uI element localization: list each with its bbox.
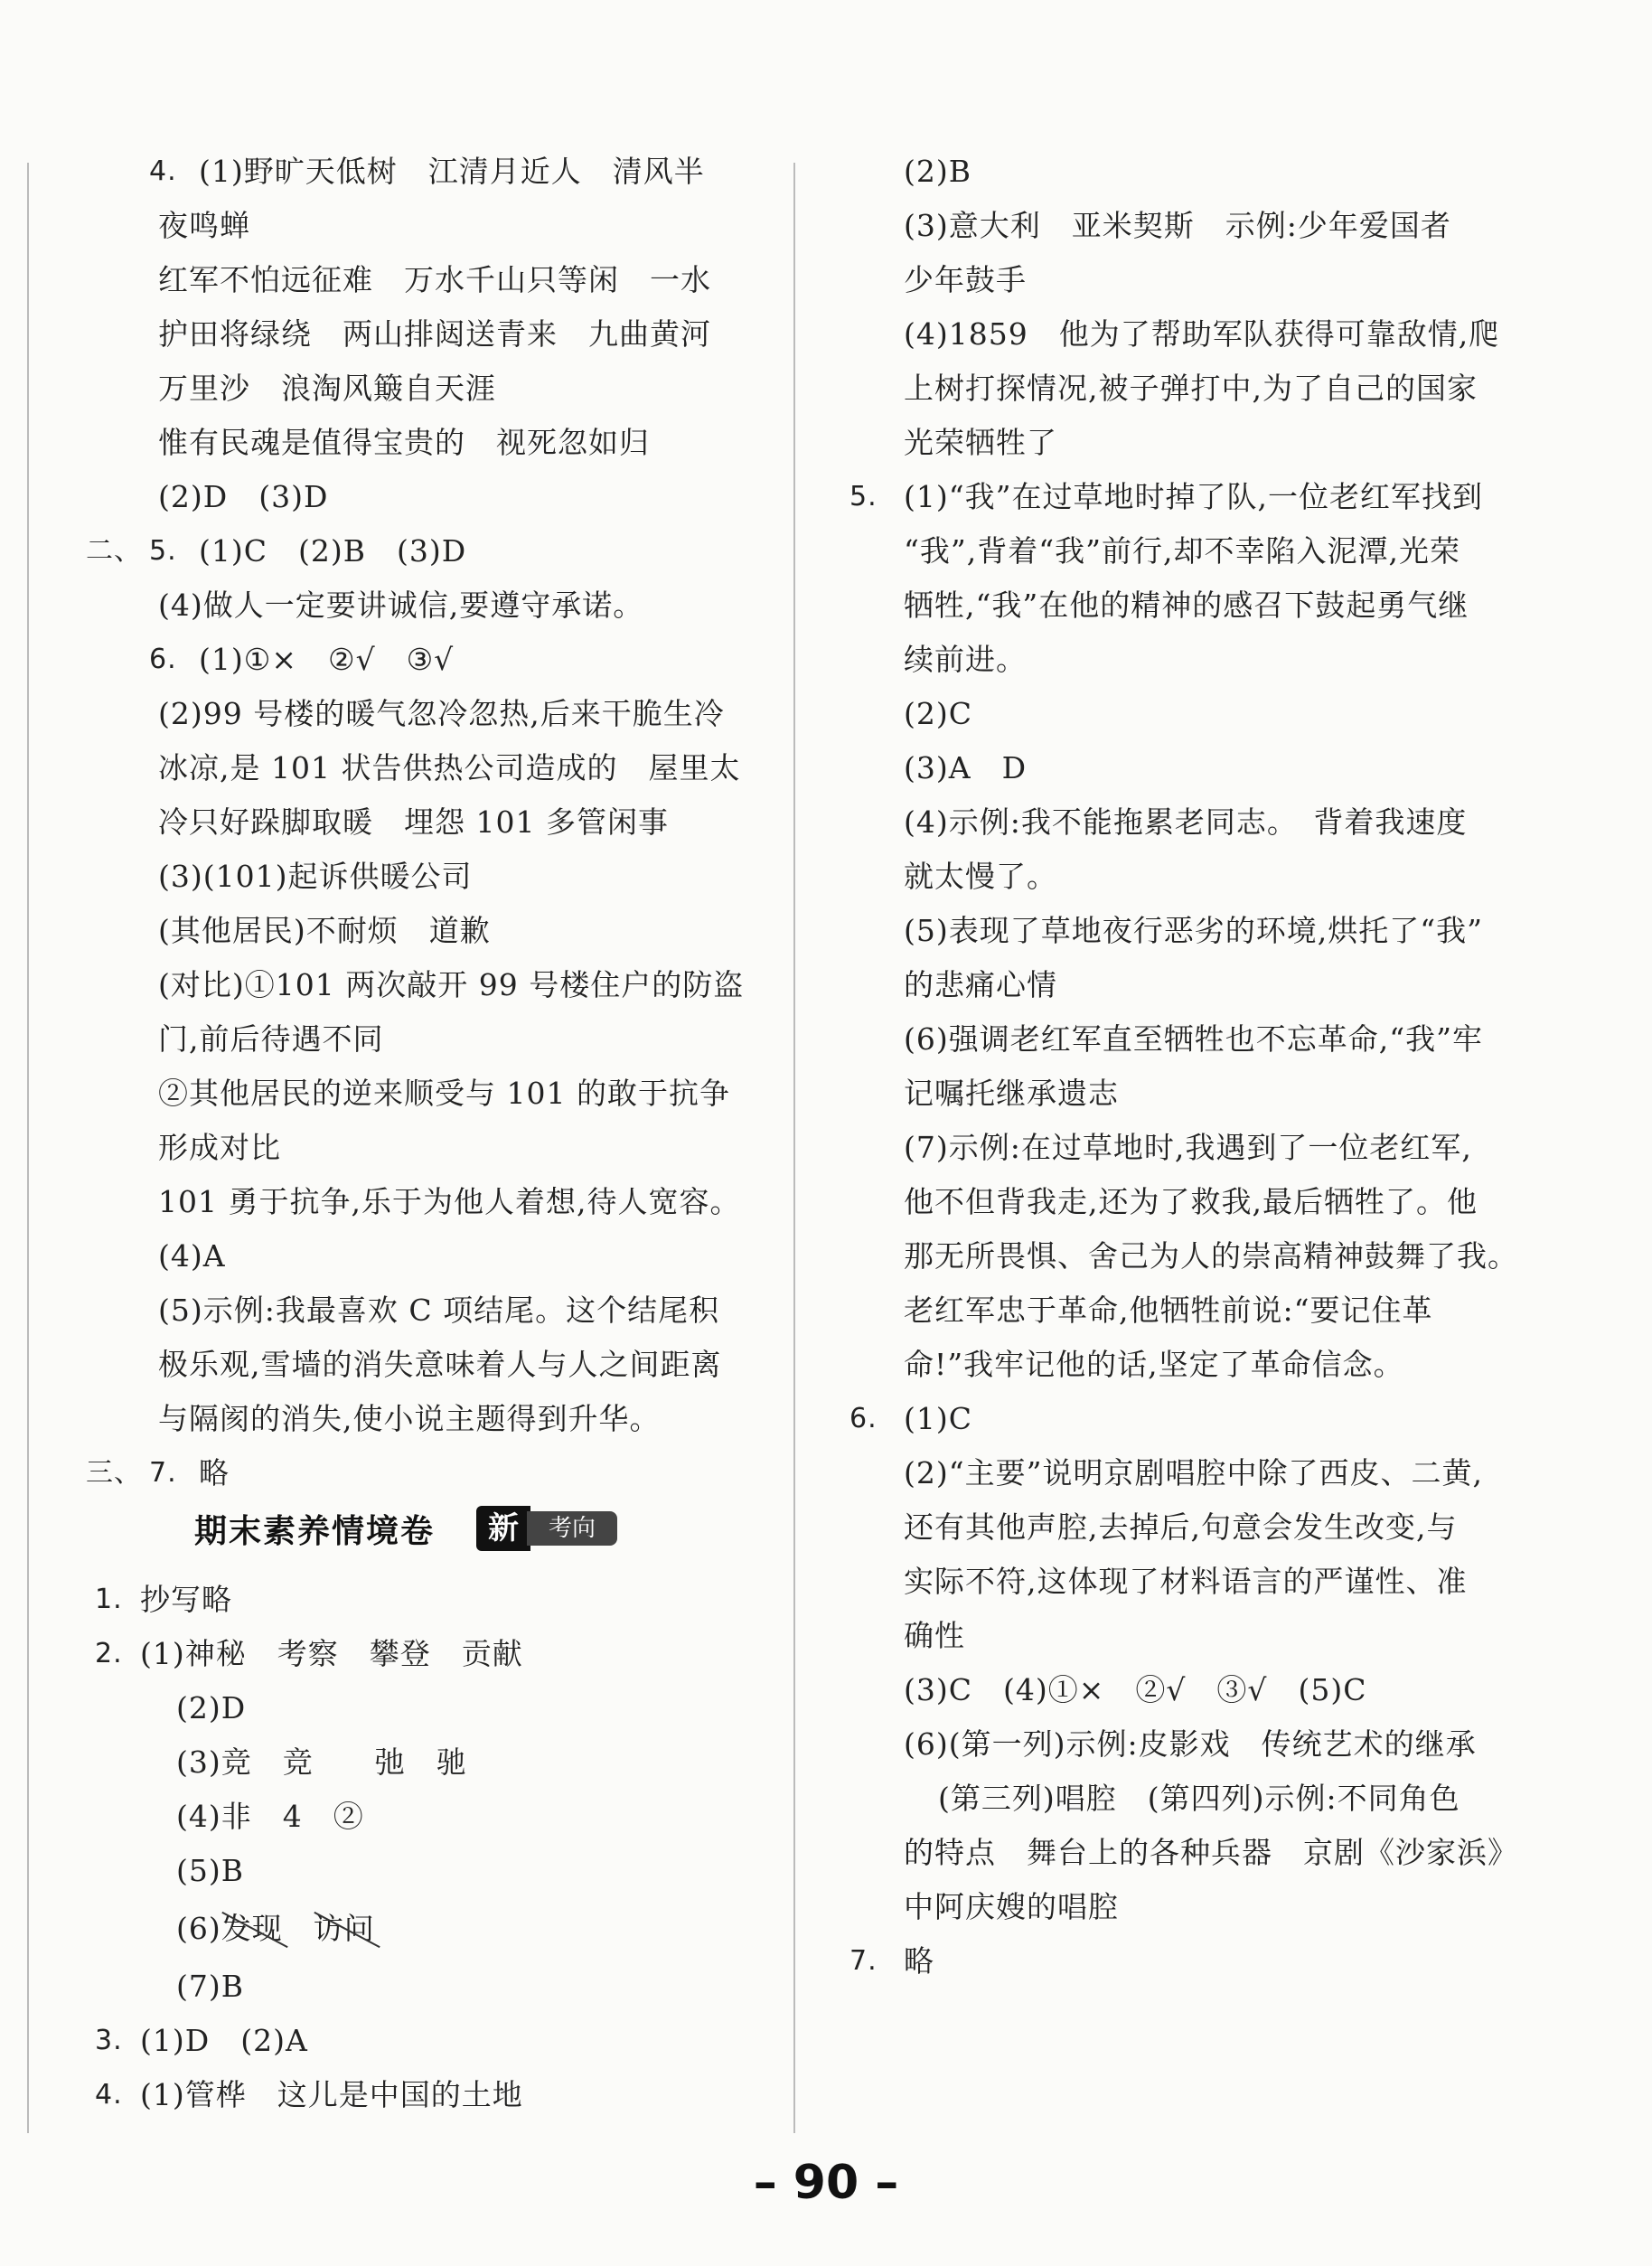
answer-text <box>176 1898 375 1960</box>
answer-text: (1)管桦 这儿是中国的土地 <box>140 2077 523 2112</box>
answer-line <box>86 1960 773 2014</box>
answer-line <box>86 687 773 741</box>
answer-line <box>86 1844 773 1898</box>
answer-line <box>86 850 773 904</box>
answer-line <box>86 1735 773 1790</box>
answer-line <box>849 1555 1509 1609</box>
answer-text: 万里沙 浪淘风簸自天涯 <box>158 371 496 406</box>
question-number: 2. <box>95 1638 123 1669</box>
answer-text: (2)99 号楼的暖气忽冷忽热,后来干脆生冷 <box>158 696 725 731</box>
question-number: 7. <box>149 1457 177 1489</box>
answer-line <box>849 362 1509 416</box>
answer-line <box>849 958 1509 1012</box>
answer-line <box>849 1609 1509 1663</box>
answer-line <box>849 741 1509 795</box>
answer-line <box>849 904 1509 958</box>
answer-text: 的特点 舞台上的各种兵器 京剧《沙家浜》 <box>904 1835 1518 1870</box>
answer-text: 的悲痛心情 <box>904 967 1057 1002</box>
answer-line <box>849 1500 1509 1555</box>
answer-text: 牺牲,“我”在他的精神的感召下鼓起勇气继 <box>904 588 1469 623</box>
answer-line <box>849 633 1509 687</box>
answer-line <box>86 1121 773 1175</box>
left-column <box>86 145 773 2122</box>
section-marker: 三、 <box>86 1457 142 1489</box>
answer-label: (6) <box>176 1911 221 1946</box>
answer-text: (对比)①101 两次敲开 99 号楼住户的防盗 <box>158 967 745 1002</box>
answer-line <box>86 2014 773 2068</box>
answer-text: 冷只好跺脚取暖 埋怨 101 多管闲事 <box>158 804 669 840</box>
answer-text: (3)意大利 亚米契斯 示例:少年爱国者 <box>904 208 1451 243</box>
answer-line <box>849 1826 1518 1880</box>
answer-text: (3)竞 竞 弛 驰 <box>176 1744 467 1780</box>
question-number: 5. <box>849 481 878 512</box>
answer-text: 还有其他声腔,去掉后,句意会发生改变,与 <box>904 1509 1458 1545</box>
answer-text: (4)示例:我不能拖累老同志。 背着我速度 <box>904 804 1468 840</box>
answer-text: (3)C (4)①× ②√ ③√ (5)C <box>904 1672 1367 1707</box>
answer-line <box>86 958 773 1012</box>
answer-text: (5)表现了草地夜行恶劣的环境,烘托了“我” <box>904 913 1483 948</box>
answer-text: (2)B <box>904 154 971 189</box>
answer-line <box>849 1717 1509 1772</box>
answer-text: (1)“我”在过草地时掉了队,一位老红军找到 <box>904 479 1483 514</box>
answer-line <box>849 1446 1509 1500</box>
section-title: 期末素养情境卷 <box>194 1513 436 1550</box>
answer-line <box>849 470 1509 524</box>
answer-line <box>86 307 773 362</box>
answer-text: “我”,背着“我”前行,却不幸陷入泥潭,光荣 <box>904 533 1460 569</box>
answer-text: 老红军忠于革命,他牺牲前说:“要记住革 <box>904 1293 1433 1328</box>
answer-text: 记嘱托继承遗志 <box>904 1076 1119 1111</box>
answer-line <box>849 1663 1509 1717</box>
answer-text: 冰凉,是 101 状告供热公司造成的 屋里太 <box>158 750 741 785</box>
answer-text: (5)示例:我最喜欢 C 项结尾。这个结尾积 <box>158 1293 720 1328</box>
question-number: 6. <box>849 1403 878 1434</box>
answer-line <box>86 145 773 199</box>
answer-text: (4)非 4 ② <box>176 1799 364 1834</box>
answer-text: (1)野旷天低树 江清月近人 清风半 <box>199 154 705 189</box>
answer-line <box>86 1627 773 1681</box>
answer-line <box>849 1283 1509 1338</box>
answer-text: 上树打探情况,被子弹打中,为了自己的国家 <box>904 371 1478 406</box>
answer-text: 形成对比 <box>158 1130 281 1165</box>
page-number: – 90 – <box>753 2156 899 2210</box>
answer-line <box>849 1012 1509 1067</box>
answer-text: 实际不符,这体现了材料语言的严谨性、准 <box>904 1564 1468 1599</box>
answer-line <box>849 145 1509 199</box>
answer-text: (1)C (2)B (3)D <box>199 533 467 569</box>
answer-line <box>849 850 1509 904</box>
answer-text: 续前进。 <box>904 642 1027 677</box>
answer-line <box>849 1880 1509 1934</box>
section-marker: 二、 <box>86 535 142 567</box>
answer-line <box>86 1338 773 1392</box>
answer-line <box>86 253 773 307</box>
answer-text: (7)示例:在过草地时,我遇到了一位老红军, <box>904 1130 1472 1165</box>
answer-line <box>86 1446 773 1500</box>
answer-line <box>849 578 1509 633</box>
answer-line <box>86 199 773 253</box>
answer-line <box>849 1338 1509 1392</box>
answer-text: 光荣牺牲了 <box>904 425 1057 460</box>
answer-text: 101 勇于抗争,乐于为他人着想,待人宽容。 <box>158 1184 741 1219</box>
answer-line <box>86 470 773 524</box>
answer-text: 略 <box>199 1455 230 1490</box>
answer-line <box>86 362 773 416</box>
question-number: 4. <box>149 155 177 187</box>
answer-text: (2)“主要”说明京剧唱腔中除了西皮、二黄, <box>904 1455 1483 1490</box>
answer-line <box>86 416 773 470</box>
answer-text: 就太慢了。 <box>904 859 1057 894</box>
answer-text: 门,前后待遇不同 <box>158 1021 384 1057</box>
answer-line <box>849 795 1509 850</box>
answer-line <box>849 1067 1509 1121</box>
answer-text: (3)(101)起诉供暖公司 <box>158 859 473 894</box>
answer-line <box>849 416 1509 470</box>
answer-line <box>849 199 1509 253</box>
question-number: 1. <box>95 1584 123 1615</box>
answer-text: (1)C <box>904 1401 972 1436</box>
question-number: 4. <box>95 2079 123 2111</box>
left-margin-rule <box>27 163 29 2133</box>
answer-text: (1)神秘 考察 攀登 贡献 <box>140 1636 523 1671</box>
answer-line <box>849 1392 1509 1446</box>
answer-line <box>86 1175 773 1229</box>
answer-line <box>86 1283 773 1338</box>
answer-text: (1)D (2)A <box>140 2023 308 2058</box>
answer-text: 极乐观,雪墙的消失意味着人与人之间距离 <box>158 1347 722 1382</box>
answer-line <box>849 253 1509 307</box>
answer-line <box>86 1681 773 1735</box>
question-number: 7. <box>849 1945 878 1977</box>
answer-text: 护田将绿绕 两山排闼送青来 九曲黄河 <box>158 316 711 352</box>
answer-line <box>86 795 773 850</box>
answer-text: 略 <box>904 1943 934 1979</box>
answer-line <box>86 1392 773 1446</box>
answer-text: 少年鼓手 <box>904 262 1027 297</box>
section-heading <box>86 1500 773 1573</box>
answer-line <box>86 578 773 633</box>
answer-line <box>86 633 773 687</box>
struck-word: 访问 <box>314 1898 375 1960</box>
answer-text: (其他居民)不耐烦 道歉 <box>158 913 491 948</box>
answer-text: (2)C <box>904 696 972 731</box>
answer-text: (7)B <box>176 1969 244 2004</box>
answer-line <box>86 904 773 958</box>
answer-line <box>849 1175 1509 1229</box>
answer-line <box>86 1229 773 1283</box>
new-badge-mark: 新 <box>476 1506 530 1551</box>
answer-text: 他不但背我走,还为了救我,最后牺牲了。他 <box>904 1184 1478 1219</box>
answer-text: (5)B <box>176 1853 244 1888</box>
answer-line <box>86 1573 773 1627</box>
answer-text: 中阿庆嫂的唱腔 <box>904 1889 1119 1924</box>
answer-text: (3)A D <box>904 750 1028 785</box>
answer-text: (2)D <box>176 1690 247 1725</box>
question-number: 6. <box>149 644 177 675</box>
answer-text: ②其他居民的逆来顺受与 101 的敢于抗争 <box>158 1076 730 1111</box>
right-column <box>849 145 1518 1989</box>
answer-text: (4)1859 他为了帮助军队获得可靠敌情,爬 <box>904 316 1500 352</box>
answer-text: (1)①× ②√ ③√ <box>199 642 455 677</box>
answer-line <box>86 1012 773 1067</box>
answer-line <box>849 307 1509 362</box>
question-number: 3. <box>95 2025 123 2056</box>
answer-line <box>86 741 773 795</box>
answer-text: 红军不怕远征难 万水千山只等闲 一水 <box>158 262 711 297</box>
answer-text: 命!”我牢记他的话,坚定了革命信念。 <box>904 1347 1404 1382</box>
answer-text: 确性 <box>904 1618 965 1653</box>
answer-text: (2)D (3)D <box>158 479 329 514</box>
question-number: 5. <box>149 535 177 567</box>
answer-text: 惟有民魂是值得宝贵的 视死忽如归 <box>158 425 650 460</box>
answer-line <box>849 1934 1509 1989</box>
answer-line <box>849 687 1509 741</box>
answer-line <box>849 1229 1518 1283</box>
answer-text: 那无所畏惧、舍己为人的崇高精神鼓舞了我。 <box>904 1238 1518 1274</box>
answer-text: 夜鸣蝉 <box>158 208 250 243</box>
answer-line <box>86 524 773 578</box>
answer-line <box>849 1121 1509 1175</box>
badge-label: 考向 <box>527 1511 617 1546</box>
answer-line <box>86 1067 773 1121</box>
answer-line <box>849 524 1509 578</box>
answer-line <box>86 2068 773 2122</box>
answer-line <box>849 1772 1509 1826</box>
answer-text: (4)做人一定要讲诚信,要遵守承诺。 <box>158 588 644 623</box>
struck-word: 发现 <box>221 1898 283 1960</box>
answer-text: 与隔阂的消失,使小说主题得到升华。 <box>158 1401 661 1436</box>
column-divider <box>793 163 795 2133</box>
answer-text: (6)强调老红军直至牺牲也不忘革命,“我”牢 <box>904 1021 1483 1057</box>
answer-text: 抄写略 <box>140 1582 232 1617</box>
answer-text: (6)(第一列)示例:皮影戏 传统艺术的继承 <box>904 1726 1477 1762</box>
answer-text: (4)A <box>158 1238 226 1274</box>
answer-line <box>86 1790 773 1844</box>
answer-line <box>86 1898 773 1960</box>
answer-text: (第三列)唱腔 (第四列)示例:不同角色 <box>938 1781 1460 1816</box>
